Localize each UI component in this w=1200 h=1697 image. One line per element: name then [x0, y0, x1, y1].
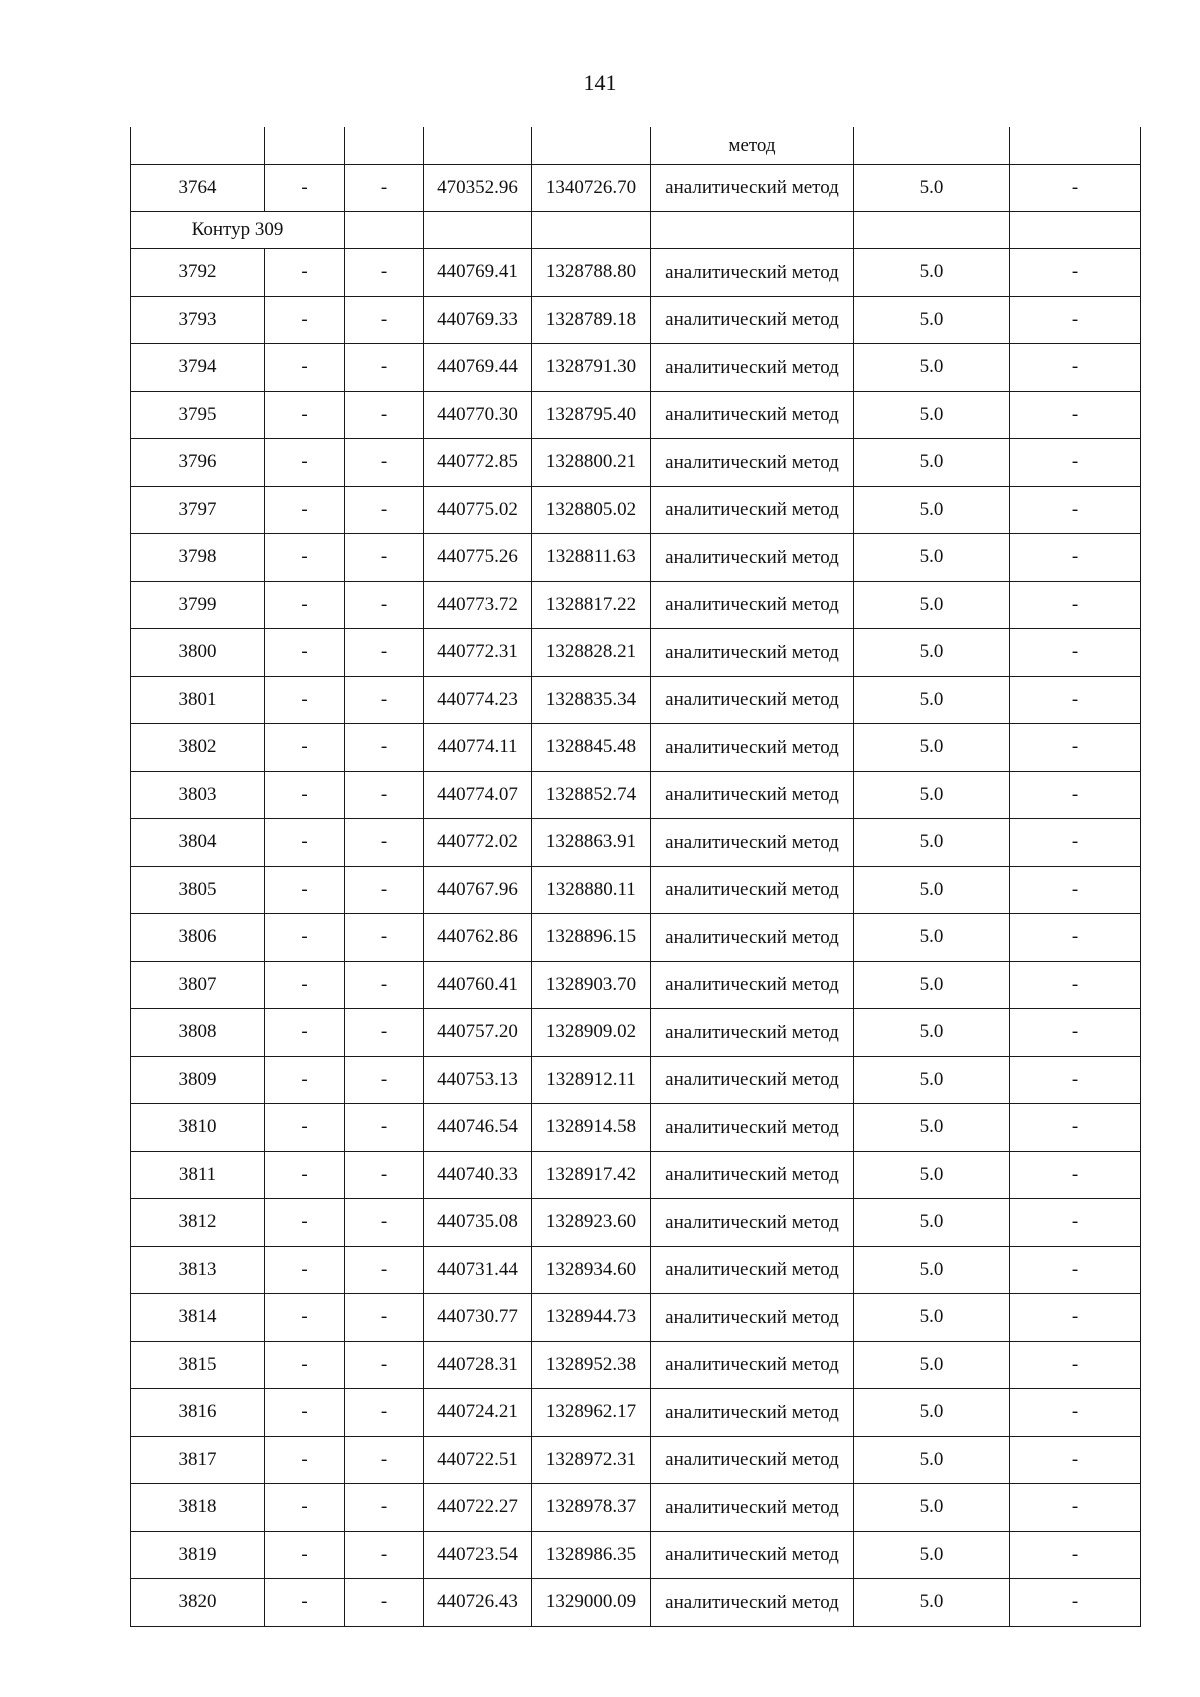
x-coordinate-cell: 440772.02 [424, 819, 532, 867]
y-coordinate-cell: 1328795.40 [532, 391, 651, 439]
accuracy-cell: 5.0 [854, 1199, 1010, 1247]
point-number-cell: 3803 [131, 771, 265, 819]
x-coordinate-cell: 440728.31 [424, 1341, 532, 1389]
table-cell: - [1010, 724, 1141, 772]
point-number-cell: 3813 [131, 1246, 265, 1294]
table-cell: - [345, 961, 424, 1009]
x-coordinate-cell: 440762.86 [424, 914, 532, 962]
accuracy-cell: 5.0 [854, 1151, 1010, 1199]
method-cell: аналитический метод [651, 1531, 854, 1579]
table-cell: - [1010, 1199, 1141, 1247]
table-cell: - [1010, 164, 1141, 212]
point-number-cell: 3816 [131, 1389, 265, 1437]
accuracy-cell: 5.0 [854, 1341, 1010, 1389]
point-number-cell: 3801 [131, 676, 265, 724]
method-cell: аналитический метод [651, 629, 854, 677]
table-cell: - [345, 724, 424, 772]
point-number-cell: 3795 [131, 391, 265, 439]
accuracy-cell: 5.0 [854, 164, 1010, 212]
point-number-cell: 3794 [131, 344, 265, 392]
table-cell: - [1010, 1104, 1141, 1152]
method-cell: аналитический метод [651, 1246, 854, 1294]
y-coordinate-cell: 1328952.38 [532, 1341, 651, 1389]
table-cell: - [1010, 961, 1141, 1009]
method-cell: аналитический метод [651, 486, 854, 534]
table-cell: - [265, 296, 345, 344]
point-number-cell: 3799 [131, 581, 265, 629]
table-cell: - [345, 439, 424, 487]
accuracy-cell: 5.0 [854, 391, 1010, 439]
table-cell [345, 212, 424, 249]
method-cell: аналитический метод [651, 1151, 854, 1199]
table-cell: - [345, 1104, 424, 1152]
contour-label: Контур 309 [131, 212, 345, 249]
table-cell: - [345, 249, 424, 297]
method-cell: аналитический метод [651, 296, 854, 344]
x-coordinate-cell: 440773.72 [424, 581, 532, 629]
point-number-cell: 3811 [131, 1151, 265, 1199]
y-coordinate-cell: 1328852.74 [532, 771, 651, 819]
table-cell: - [1010, 1151, 1141, 1199]
table-cell [265, 127, 345, 164]
table-cell: - [1010, 1531, 1141, 1579]
point-number-cell: 3819 [131, 1531, 265, 1579]
table-row [131, 1246, 1141, 1294]
accuracy-cell: 5.0 [854, 819, 1010, 867]
accuracy-cell: 5.0 [854, 344, 1010, 392]
method-cell: аналитический метод [651, 1484, 854, 1532]
x-coordinate-cell: 440735.08 [424, 1199, 532, 1247]
table-cell [345, 127, 424, 164]
continuation-row [131, 127, 1141, 164]
x-coordinate-cell: 440775.26 [424, 534, 532, 582]
table-cell: - [265, 391, 345, 439]
table-cell: - [265, 439, 345, 487]
y-coordinate-cell: 1328880.11 [532, 866, 651, 914]
table-cell: - [345, 1199, 424, 1247]
accuracy-cell: 5.0 [854, 439, 1010, 487]
y-coordinate-cell: 1340726.70 [532, 164, 651, 212]
table-cell: - [1010, 344, 1141, 392]
table-row [131, 961, 1141, 1009]
table-row [131, 724, 1141, 772]
table-cell: - [265, 1199, 345, 1247]
table-cell: - [345, 1389, 424, 1437]
table-cell: - [265, 1436, 345, 1484]
method-cell: аналитический метод [651, 1436, 854, 1484]
table-cell [424, 212, 532, 249]
method-cell: аналитический метод [651, 1104, 854, 1152]
y-coordinate-cell: 1328944.73 [532, 1294, 651, 1342]
table-cell: - [1010, 866, 1141, 914]
method-cell: аналитический метод [651, 439, 854, 487]
accuracy-cell: 5.0 [854, 676, 1010, 724]
y-coordinate-cell: 1328934.60 [532, 1246, 651, 1294]
table-cell [1010, 212, 1141, 249]
coordinates-table [130, 127, 1141, 1627]
page-number: 141 [583, 70, 617, 95]
table-cell: - [265, 1056, 345, 1104]
table-cell: - [1010, 629, 1141, 677]
table-row [131, 1009, 1141, 1057]
table-cell: - [265, 1294, 345, 1342]
y-coordinate-cell: 1328962.17 [532, 1389, 651, 1437]
table-cell: - [345, 1484, 424, 1532]
table-cell: - [1010, 391, 1141, 439]
table-cell: - [1010, 1294, 1141, 1342]
table-cell: - [265, 866, 345, 914]
table-cell: - [265, 1389, 345, 1437]
table-row [131, 1294, 1141, 1342]
table-body [131, 127, 1141, 1626]
accuracy-cell: 5.0 [854, 1294, 1010, 1342]
method-cell: аналитический метод [651, 344, 854, 392]
table-cell: - [265, 914, 345, 962]
table-cell: - [1010, 1484, 1141, 1532]
table-cell [532, 127, 651, 164]
y-coordinate-cell: 1328805.02 [532, 486, 651, 534]
accuracy-cell: 5.0 [854, 914, 1010, 962]
table-row [131, 1531, 1141, 1579]
y-coordinate-cell: 1328896.15 [532, 914, 651, 962]
x-coordinate-cell: 440724.21 [424, 1389, 532, 1437]
method-cell: аналитический метод [651, 1294, 854, 1342]
table-row [131, 676, 1141, 724]
table-cell: - [1010, 534, 1141, 582]
table-row [131, 296, 1141, 344]
y-coordinate-cell: 1328863.91 [532, 819, 651, 867]
table-cell: - [345, 914, 424, 962]
y-coordinate-cell: 1328835.34 [532, 676, 651, 724]
accuracy-cell: 5.0 [854, 724, 1010, 772]
x-coordinate-cell: 440730.77 [424, 1294, 532, 1342]
table-row [131, 439, 1141, 487]
table-row [131, 486, 1141, 534]
accuracy-cell: 5.0 [854, 1531, 1010, 1579]
method-cell: аналитический метод [651, 581, 854, 629]
x-coordinate-cell: 440767.96 [424, 866, 532, 914]
y-coordinate-cell: 1329000.09 [532, 1579, 651, 1627]
table-cell: - [265, 771, 345, 819]
table-cell: - [345, 1294, 424, 1342]
y-coordinate-cell: 1328828.21 [532, 629, 651, 677]
table-cell: - [345, 164, 424, 212]
accuracy-cell: 5.0 [854, 296, 1010, 344]
method-cell: метод [651, 127, 854, 164]
table-cell: - [1010, 819, 1141, 867]
method-cell: аналитический метод [651, 961, 854, 1009]
table-row [131, 914, 1141, 962]
y-coordinate-cell: 1328923.60 [532, 1199, 651, 1247]
point-number-cell: 3817 [131, 1436, 265, 1484]
accuracy-cell: 5.0 [854, 1056, 1010, 1104]
accuracy-cell: 5.0 [854, 1246, 1010, 1294]
accuracy-cell: 5.0 [854, 629, 1010, 677]
accuracy-cell: 5.0 [854, 486, 1010, 534]
method-cell: аналитический метод [651, 1199, 854, 1247]
table-cell: - [1010, 486, 1141, 534]
table-cell: - [345, 771, 424, 819]
y-coordinate-cell: 1328811.63 [532, 534, 651, 582]
table-cell: - [345, 1341, 424, 1389]
point-number-cell: 3764 [131, 164, 265, 212]
y-coordinate-cell: 1328903.70 [532, 961, 651, 1009]
x-coordinate-cell: 440774.11 [424, 724, 532, 772]
table-row [131, 771, 1141, 819]
table-row [131, 534, 1141, 582]
table-cell: - [345, 1531, 424, 1579]
table-cell: - [265, 819, 345, 867]
point-number-cell: 3820 [131, 1579, 265, 1627]
x-coordinate-cell: 440774.23 [424, 676, 532, 724]
accuracy-cell: 5.0 [854, 1436, 1010, 1484]
point-number-cell: 3793 [131, 296, 265, 344]
table-cell: - [345, 1436, 424, 1484]
table-cell: - [345, 1009, 424, 1057]
table-cell: - [345, 866, 424, 914]
table-cell [424, 127, 532, 164]
point-number-cell: 3802 [131, 724, 265, 772]
method-cell: аналитический метод [651, 914, 854, 962]
accuracy-cell: 5.0 [854, 771, 1010, 819]
accuracy-cell: 5.0 [854, 1009, 1010, 1057]
table-cell: - [265, 629, 345, 677]
x-coordinate-cell: 440726.43 [424, 1579, 532, 1627]
point-number-cell: 3808 [131, 1009, 265, 1057]
point-number-cell: 3807 [131, 961, 265, 1009]
table-row [131, 1341, 1141, 1389]
table-cell: - [345, 581, 424, 629]
table-row [131, 1056, 1141, 1104]
y-coordinate-cell: 1328912.11 [532, 1056, 651, 1104]
table-cell [651, 212, 854, 249]
accuracy-cell: 5.0 [854, 866, 1010, 914]
y-coordinate-cell: 1328909.02 [532, 1009, 651, 1057]
table-cell: - [345, 1151, 424, 1199]
y-coordinate-cell: 1328789.18 [532, 296, 651, 344]
point-number-cell: 3797 [131, 486, 265, 534]
table-cell: - [265, 1531, 345, 1579]
table-row [131, 249, 1141, 297]
y-coordinate-cell: 1328791.30 [532, 344, 651, 392]
table-cell: - [1010, 581, 1141, 629]
table-row [131, 866, 1141, 914]
table-row [131, 1199, 1141, 1247]
table-cell: - [1010, 676, 1141, 724]
x-coordinate-cell: 440775.02 [424, 486, 532, 534]
table-row [131, 581, 1141, 629]
table-cell: - [1010, 1056, 1141, 1104]
point-number-cell: 3810 [131, 1104, 265, 1152]
table-row [131, 344, 1141, 392]
table-cell [854, 127, 1010, 164]
table-cell: - [265, 1104, 345, 1152]
table-cell: - [345, 1056, 424, 1104]
x-coordinate-cell: 440757.20 [424, 1009, 532, 1057]
y-coordinate-cell: 1328917.42 [532, 1151, 651, 1199]
table-cell: - [265, 249, 345, 297]
x-coordinate-cell: 440769.41 [424, 249, 532, 297]
table-cell: - [265, 1341, 345, 1389]
table-cell: - [1010, 771, 1141, 819]
table-row [131, 164, 1141, 212]
accuracy-cell: 5.0 [854, 1579, 1010, 1627]
table-cell: - [1010, 914, 1141, 962]
accuracy-cell: 5.0 [854, 249, 1010, 297]
point-number-cell: 3812 [131, 1199, 265, 1247]
table-cell: - [1010, 249, 1141, 297]
accuracy-cell: 5.0 [854, 1104, 1010, 1152]
table-cell: - [1010, 1246, 1141, 1294]
table-row [131, 391, 1141, 439]
accuracy-cell: 5.0 [854, 534, 1010, 582]
x-coordinate-cell: 440731.44 [424, 1246, 532, 1294]
y-coordinate-cell: 1328845.48 [532, 724, 651, 772]
point-number-cell: 3804 [131, 819, 265, 867]
table-cell: - [345, 676, 424, 724]
y-coordinate-cell: 1328986.35 [532, 1531, 651, 1579]
y-coordinate-cell: 1328800.21 [532, 439, 651, 487]
method-cell: аналитический метод [651, 1389, 854, 1437]
table-cell: - [265, 1246, 345, 1294]
table-cell: - [265, 1579, 345, 1627]
y-coordinate-cell: 1328788.80 [532, 249, 651, 297]
point-number-cell: 3818 [131, 1484, 265, 1532]
table-cell: - [265, 1151, 345, 1199]
point-number-cell: 3800 [131, 629, 265, 677]
x-coordinate-cell: 440772.31 [424, 629, 532, 677]
method-cell: аналитический метод [651, 1579, 854, 1627]
table-cell: - [1010, 1389, 1141, 1437]
x-coordinate-cell: 470352.96 [424, 164, 532, 212]
point-number-cell: 3814 [131, 1294, 265, 1342]
y-coordinate-cell: 1328972.31 [532, 1436, 651, 1484]
table-cell: - [1010, 439, 1141, 487]
table-cell: - [345, 486, 424, 534]
x-coordinate-cell: 440760.41 [424, 961, 532, 1009]
table-cell: - [345, 534, 424, 582]
table-cell: - [265, 164, 345, 212]
x-coordinate-cell: 440769.44 [424, 344, 532, 392]
method-cell: аналитический метод [651, 866, 854, 914]
method-cell: аналитический метод [651, 1056, 854, 1104]
table-cell: - [345, 391, 424, 439]
method-cell: аналитический метод [651, 1009, 854, 1057]
method-cell: аналитический метод [651, 676, 854, 724]
table-cell: - [345, 1246, 424, 1294]
table-cell: - [1010, 1341, 1141, 1389]
table-cell: - [345, 1579, 424, 1627]
method-cell: аналитический метод [651, 724, 854, 772]
table-cell: - [265, 486, 345, 534]
table-cell: - [265, 676, 345, 724]
x-coordinate-cell: 440723.54 [424, 1531, 532, 1579]
method-cell: аналитический метод [651, 164, 854, 212]
table-row [131, 629, 1141, 677]
table-cell: - [265, 534, 345, 582]
table-row [131, 1104, 1141, 1152]
table-cell: - [345, 629, 424, 677]
x-coordinate-cell: 440774.07 [424, 771, 532, 819]
table-row [131, 1436, 1141, 1484]
table-cell [131, 127, 265, 164]
table-cell [1010, 127, 1141, 164]
accuracy-cell: 5.0 [854, 581, 1010, 629]
point-number-cell: 3809 [131, 1056, 265, 1104]
table-row [131, 1389, 1141, 1437]
point-number-cell: 3815 [131, 1341, 265, 1389]
x-coordinate-cell: 440772.85 [424, 439, 532, 487]
x-coordinate-cell: 440753.13 [424, 1056, 532, 1104]
table-cell: - [1010, 1009, 1141, 1057]
table-cell: - [345, 296, 424, 344]
table-cell: - [1010, 296, 1141, 344]
method-cell: аналитический метод [651, 819, 854, 867]
table-cell: - [265, 724, 345, 772]
accuracy-cell: 5.0 [854, 1484, 1010, 1532]
method-cell: аналитический метод [651, 771, 854, 819]
table-cell: - [345, 819, 424, 867]
y-coordinate-cell: 1328817.22 [532, 581, 651, 629]
y-coordinate-cell: 1328978.37 [532, 1484, 651, 1532]
method-cell: аналитический метод [651, 391, 854, 439]
point-number-cell: 3796 [131, 439, 265, 487]
table-cell: - [265, 1484, 345, 1532]
table-cell: - [1010, 1579, 1141, 1627]
accuracy-cell: 5.0 [854, 1389, 1010, 1437]
table-cell [854, 212, 1010, 249]
x-coordinate-cell: 440722.27 [424, 1484, 532, 1532]
x-coordinate-cell: 440722.51 [424, 1436, 532, 1484]
x-coordinate-cell: 440740.33 [424, 1151, 532, 1199]
x-coordinate-cell: 440746.54 [424, 1104, 532, 1152]
table-cell: - [265, 581, 345, 629]
point-number-cell: 3806 [131, 914, 265, 962]
table-row [131, 1484, 1141, 1532]
y-coordinate-cell: 1328914.58 [532, 1104, 651, 1152]
method-cell: аналитический метод [651, 249, 854, 297]
table-row [131, 1151, 1141, 1199]
table-cell: - [265, 344, 345, 392]
table-cell [532, 212, 651, 249]
contour-row [131, 212, 1141, 249]
x-coordinate-cell: 440770.30 [424, 391, 532, 439]
method-cell: аналитический метод [651, 1341, 854, 1389]
table-cell: - [1010, 1436, 1141, 1484]
point-number-cell: 3798 [131, 534, 265, 582]
table-row [131, 819, 1141, 867]
method-cell: аналитический метод [651, 534, 854, 582]
point-number-cell: 3805 [131, 866, 265, 914]
table-row [131, 1579, 1141, 1627]
table-cell: - [345, 344, 424, 392]
table-cell: - [265, 1009, 345, 1057]
point-number-cell: 3792 [131, 249, 265, 297]
accuracy-cell: 5.0 [854, 961, 1010, 1009]
table-cell: - [265, 961, 345, 1009]
x-coordinate-cell: 440769.33 [424, 296, 532, 344]
